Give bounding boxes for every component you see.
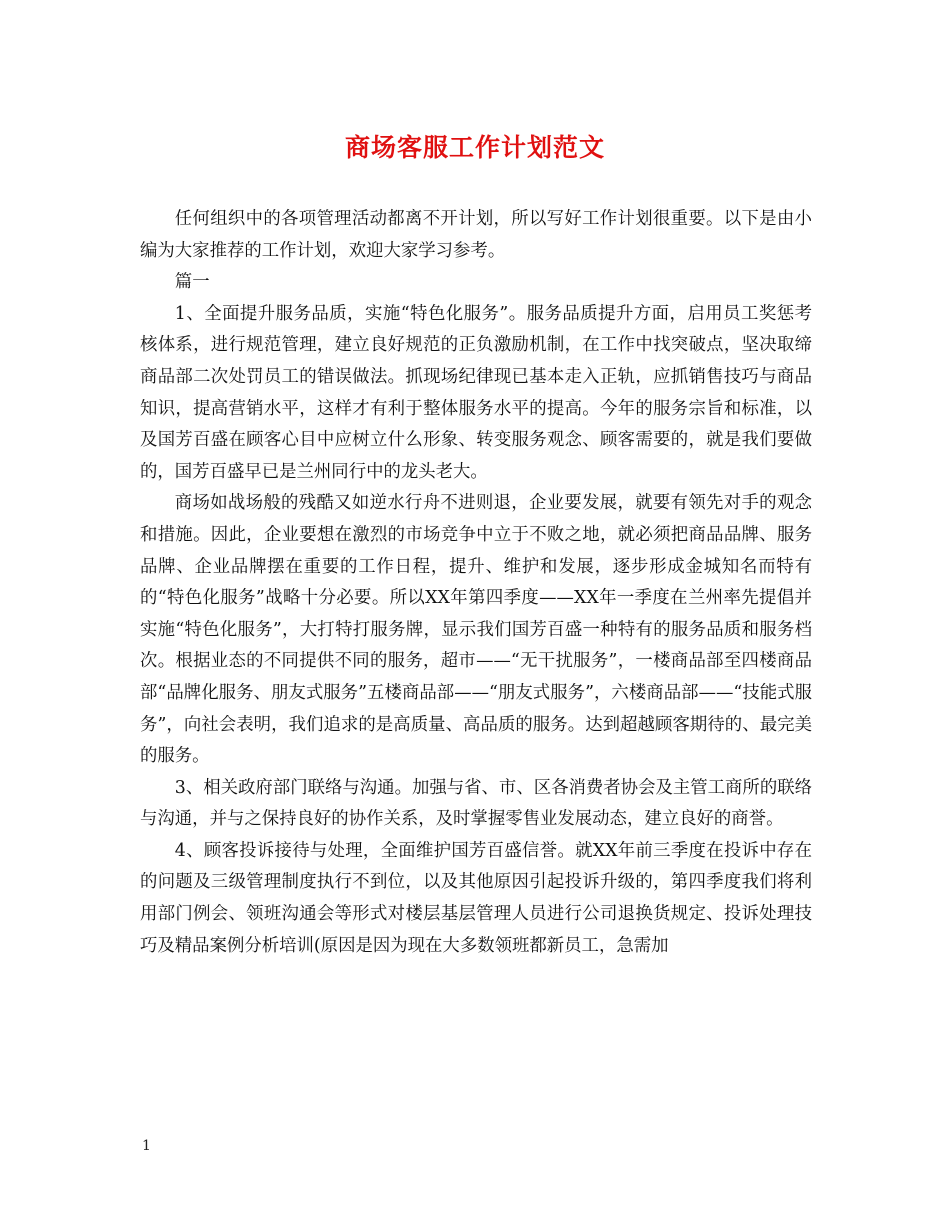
paragraph-market-strategy: 商场如战场般的残酷又如逆水行舟不进则退，企业要发展，就要有领先对手的观念和措施。因此，企业要想在激烈的市场竞争中立于不败之地，就必须把商品品牌、服务品牌、企业品牌摆在重要的工作日程，提升、维护和发展，逐步形成金城知名而特有的“特色化服务”战略十分必要。所以XX年第四季度——XX年一季度在兰州率先提倡并实施“特色化服务”，大打特打服务牌，显示我们国芳百盛一种特有的服务品质和服务档次。根据业态的不同提供不同的服务，超市——“无干扰服务”，一楼商品部至四楼商品部“品牌化服务、朋友式服务”五楼商品部——“朋友式服务”，六楼商品部——“技能式服务”，向社会表明，我们追求的是高质量、高品质的服务。达到超越顾客期待的、最完美的服务。 (140, 493, 812, 767)
paragraph-section-heading: 篇一 (174, 272, 210, 293)
paragraph-item-3: 3、相关政府部门联络与沟通。加强与省、市、区各消费者协会及主管工商所的联络与沟通，并与之保持良好的协作关系，及时掌握零售业发展动态，建立良好的商誉。 (140, 777, 812, 830)
page-number: 1 (142, 1138, 151, 1154)
document-title: 商场客服工作计划范文 (344, 133, 605, 162)
paragraph-item-4: 4、顾客投诉接待与处理，全面维护国芳百盛信誉。就XX年前三季度在投诉中存在的问题及三级管理制度执行不到位，以及其他原因引起投诉升级的，第四季度我们将利用部门例会、领班沟通会等形式对楼层基层管理人员进行公司退换货规定、投诉处理技巧及精品案例分析培训(原因是因为现在大多数领班都新员工，急需加 (140, 840, 812, 956)
paragraph-item-1: 1、全面提升服务品质，实施“特色化服务”。服务品质提升方面，启用员工奖惩考核体系，进行规范管理，建立良好规范的正负激励机制，在工作中找突破点，坚决取缔商品部二次处罚员工的错误做法。抓现场纪律现已基本走入正轨，应抓销售技巧与商品知识，提高营销水平，这样才有利于整体服务水平的提高。今年的服务宗旨和标准，以及国芳百盛在顾客心目中应树立什么形象、转变服务观念、顾客需要的，就是我们要做的，国芳百盛早已是兰州同行中的龙头老大。 (140, 303, 812, 482)
document-body (140, 204, 812, 962)
paragraph-intro: 任何组织中的各项管理活动都离不开计划，所以写好工作计划很重要。以下是由小编为大家推荐的工作计划，欢迎大家学习参考。 (140, 209, 812, 261)
